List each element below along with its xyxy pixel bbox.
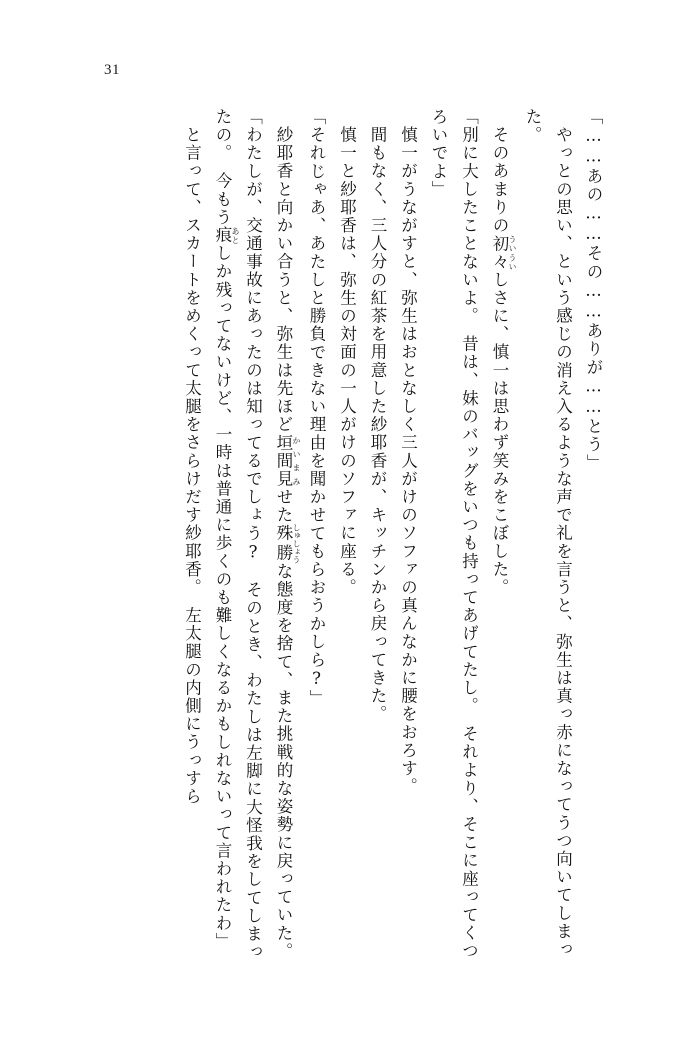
body-text-vertical [88, 108, 608, 968]
paragraph: 慎一と紗耶香は、弥生の対面の一人がけのソファに座る。 [337, 126, 357, 597]
paragraph: と言って、スカートをめくって太腿をさらけだす紗耶香。 左太腿の内側にうっすら [182, 126, 202, 806]
paragraph: 「……あの……その……ありが……とう」 [584, 108, 603, 472]
ruby-text: しゅしょう [292, 523, 301, 564]
paragraph-part: せた [274, 488, 293, 525]
ruby-base: 垣間見 [274, 433, 293, 489]
paragraph-part: そのあまりの [490, 126, 509, 235]
paragraph-part: しか残ってないけど、一時は普通に歩くのも難しくなるかもしれないって言われたわ」 [213, 244, 232, 951]
paragraph-part: 紗耶香と向かい合うと、弥生は先ほど [274, 126, 293, 434]
ruby-text: かいまみ [292, 433, 301, 488]
paragraph-with-ruby [207, 108, 268, 968]
ruby-text: ういうい [508, 234, 517, 271]
paragraph: やっとの思い、という感じの消え入るような声で礼を言うと、弥生は真っ赤になってうつ向いてしまった。 [523, 108, 573, 959]
page-number: 31 [104, 62, 120, 78]
paragraph-with-ruby [268, 108, 301, 968]
ruby-base: 初々 [490, 234, 509, 271]
paragraph: 間もなく、三人分の紅茶を用意した紗耶香が、キッチンから戻ってきた。 [368, 126, 387, 724]
paragraph-part: しさに、慎一は思わず笑みをこぼした。 [490, 270, 509, 597]
paragraph: 「それじゃあ、あたしと勝負できない理由を聞かせてもらおうかしら?」 [307, 108, 326, 708]
ruby-shushou [274, 523, 301, 564]
paragraph: 「別に大したことないよ。 昔は、妹のバッグをいつも持ってあげてたし。 それより、そこに座ってくつろいでよ」 [429, 108, 479, 961]
ruby-base: 痕 [213, 226, 232, 245]
ruby-uiui [490, 234, 517, 271]
paragraph-part: な態度を捨て、また挑戦的な姿勢に戻っていた。 [274, 562, 293, 961]
ruby-ato [213, 226, 240, 245]
paragraph: 慎一がうながすと、弥生はおとなしく三人がけのソファの真んなかに腰をおろす。 [398, 126, 418, 796]
ruby-text: あと [231, 226, 240, 245]
ruby-kaimami [274, 433, 301, 489]
paragraph-with-ruby [484, 108, 517, 968]
paragraph-part: 「わたしが、交通事故にあったのは知ってるでしょう? そのとき、わたしは左脚に大怪我をしてしまったの。 今もう [213, 108, 263, 962]
ruby-base: 殊勝 [274, 523, 293, 564]
